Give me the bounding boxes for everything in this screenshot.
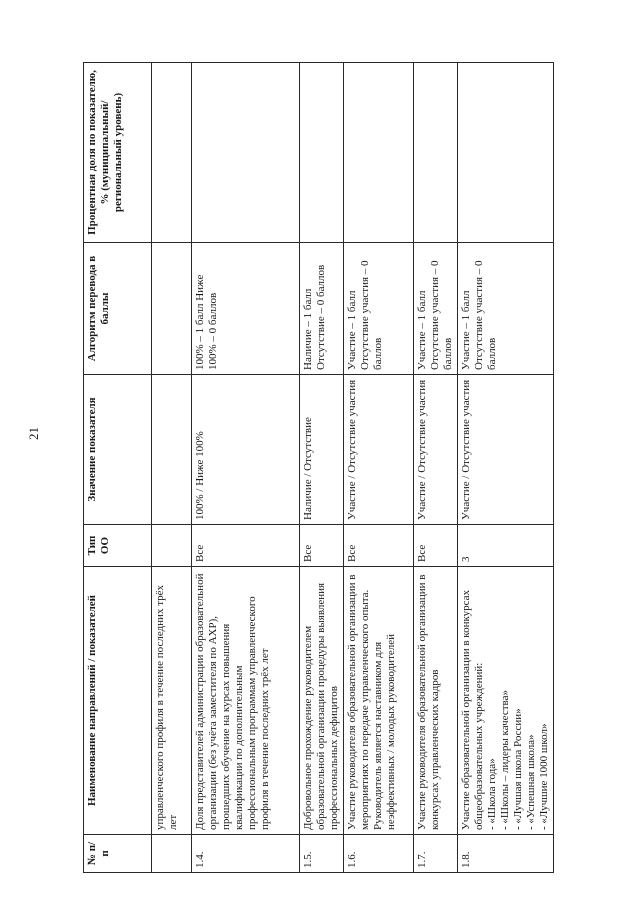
row-name-cell <box>457 567 553 835</box>
row-type: 3 <box>457 525 553 567</box>
row-percent <box>457 63 553 243</box>
row-type: Все <box>413 525 457 567</box>
row-num: 1.6. <box>343 835 413 873</box>
row-percent <box>413 63 457 243</box>
list-item: - «Лучшая школа России» <box>511 708 524 830</box>
row-value: Участие / Отсутствие участия <box>413 375 457 525</box>
table-row <box>413 63 457 873</box>
table-row <box>152 63 192 873</box>
header-num: № п/п <box>84 835 152 873</box>
table-row <box>343 63 413 873</box>
rotated-table-container <box>83 63 550 873</box>
list-item: - «Успешная школа» <box>524 734 537 830</box>
row-num: 1.4. <box>192 835 300 873</box>
row-value: Наличие / Отсутствие <box>300 375 344 525</box>
header-name: Наименование направлений / показателей <box>84 567 152 835</box>
row-percent <box>152 63 192 243</box>
row-name: Участие образовательной организации в конкурсах общеобразовательных учреждений: <box>459 589 485 830</box>
row-value: Участие / Отсутствие участия <box>457 375 553 525</box>
row-num <box>152 835 192 873</box>
header-value: Значение показателя <box>84 375 152 525</box>
row-name: управленческого профиля в течение последних трёх лет <box>152 567 192 835</box>
header-algorithm: Алгоритм перевода в баллы <box>84 243 152 375</box>
row-type: Все <box>192 525 300 567</box>
row-algorithm: Участие – 1 балл Отсутствие участия – 0 баллов <box>413 243 457 375</box>
table-row <box>300 63 344 873</box>
header-percent: Процентная доля по показателю, % (муниципальный/ региональный уровень) <box>84 63 152 243</box>
row-algorithm: Участие – 1 балл Отсутствие участия – 0 баллов <box>457 243 553 375</box>
row-name: Участие руководителя образовательной организации в мероприятиях по передаче управленческого опыта. Руководитель является наставником для неэффективных / молодых руководителей <box>343 567 413 835</box>
row-percent <box>192 63 300 243</box>
row-name: Участие руководителя образовательной организации в конкурсах управленческих кадров <box>413 567 457 835</box>
row-num: 1.5. <box>300 835 344 873</box>
row-algorithm: Участие – 1 балл Отсутствие участия – 0 баллов <box>343 243 413 375</box>
contest-list <box>486 571 551 830</box>
row-value: Участие / Отсутствие участия <box>343 375 413 525</box>
row-type <box>152 525 192 567</box>
row-name: Добровольное прохождение руководителем образовательной организации процедуры выявления профессиональных дефицитов <box>300 567 344 835</box>
list-item: - «Школа года» <box>485 758 498 830</box>
table-header-row <box>84 63 152 873</box>
row-algorithm <box>152 243 192 375</box>
indicators-table <box>83 62 554 873</box>
row-value: 100% / Ниже 100% <box>192 375 300 525</box>
row-name: Доля представителей администрации образовательной организации (без учёта заместителя по АХР), прошедших обучение на курсах повышения квалификации по дополнительным профессиональным программам управленческого профиля в течение последних трёх лет <box>192 567 300 835</box>
header-type: Тип ОО <box>84 525 152 567</box>
list-item: - «Школы – лидеры качества» <box>498 690 511 830</box>
table-row <box>192 63 300 873</box>
row-num: 1.7. <box>413 835 457 873</box>
row-num: 1.8. <box>457 835 553 873</box>
row-percent <box>343 63 413 243</box>
row-algorithm: Наличие – 1 балл Отсутствие – 0 баллов <box>300 243 344 375</box>
row-type: Все <box>300 525 344 567</box>
list-item: - «Лучшие 1000 школ» <box>537 723 550 830</box>
table-row <box>457 63 553 873</box>
row-type: Все <box>343 525 413 567</box>
row-percent <box>300 63 344 243</box>
page-number: 21 <box>26 427 41 440</box>
row-algorithm: 100% – 1 балл Ниже 100% – 0 баллов <box>192 243 300 375</box>
row-value <box>152 375 192 525</box>
